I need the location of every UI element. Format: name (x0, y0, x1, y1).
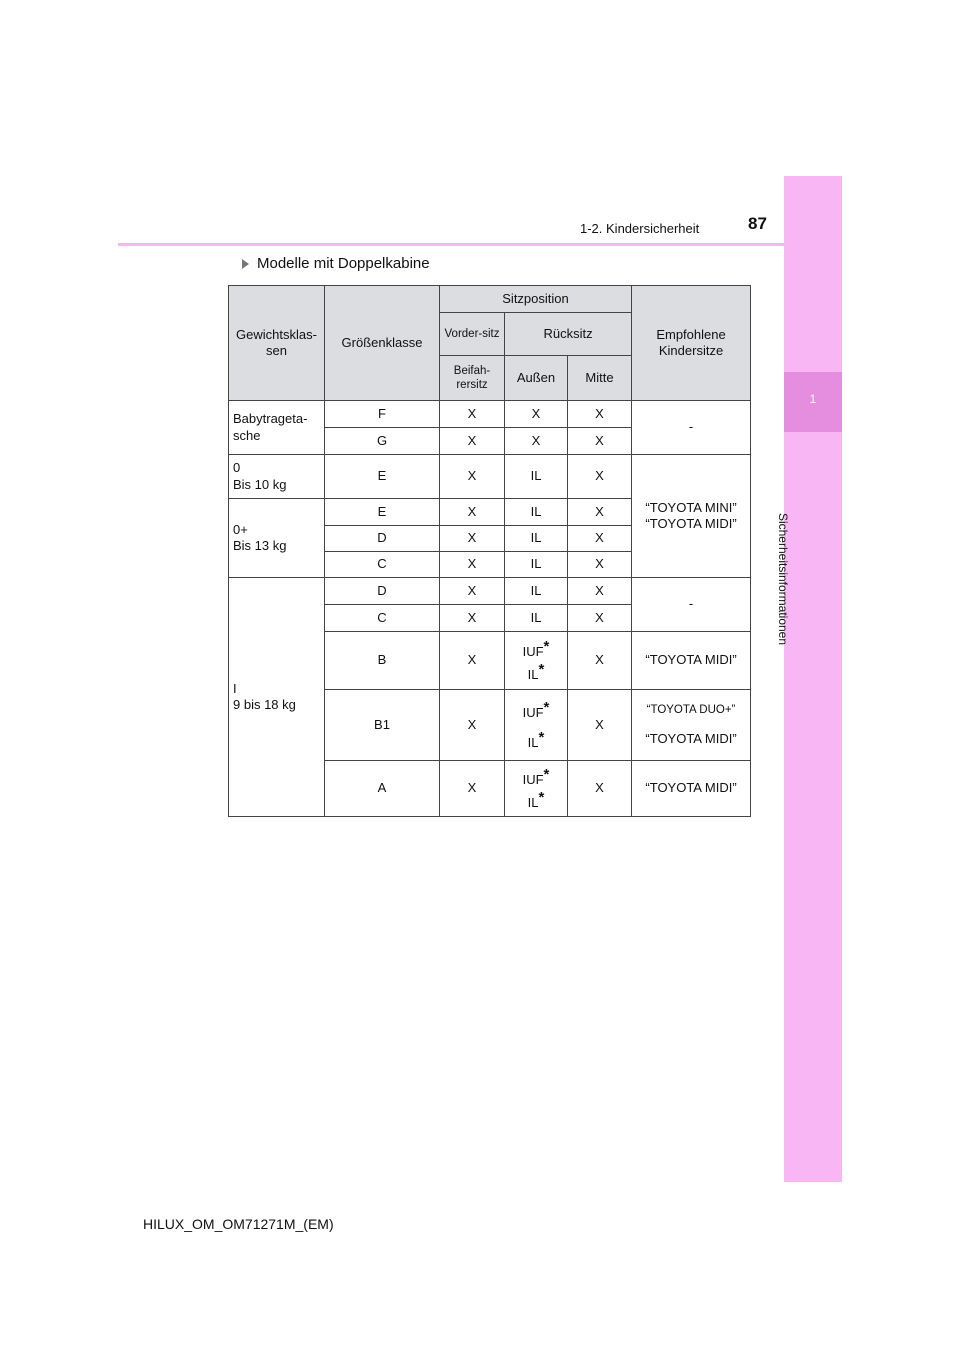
table-row (229, 455, 751, 499)
rec-mini: “TOYOTA MINI” (645, 499, 737, 515)
chapter-title: Sicherheitsinformationen (776, 512, 790, 646)
middle-cell: X (568, 761, 632, 817)
front-cell: X (440, 552, 505, 578)
header-size-class: Größenklasse (325, 286, 440, 401)
il-text: IL (527, 735, 539, 750)
recommended-dash: - (632, 401, 751, 455)
page-number: 87 (748, 214, 767, 233)
header-weight-class: Gewichtsklas-sen (229, 286, 325, 401)
front-cell: X (440, 605, 505, 632)
size-cell: A (325, 761, 440, 817)
front-cell: X (440, 526, 505, 552)
group-0-label: 0 (233, 460, 241, 476)
recommended-dash: - (632, 578, 751, 632)
outer-cell: IL (505, 552, 568, 578)
table-row (229, 578, 751, 605)
iuf-text: IUF (522, 644, 544, 660)
middle-cell: X (568, 605, 632, 632)
front-cell: X (440, 690, 505, 761)
chapter-side-tab (784, 176, 842, 1182)
recommended-duo-midi (632, 690, 751, 761)
footnote-star: * (538, 729, 545, 746)
group-I-weight: 9 bis 18 kg (233, 697, 296, 712)
iuf-text: IUF (522, 772, 544, 788)
middle-cell: X (568, 526, 632, 552)
front-cell: X (440, 455, 505, 499)
outer-cell-iuf-il (505, 761, 568, 817)
size-cell: C (325, 552, 440, 578)
group-0plus-label: 0+ (233, 521, 248, 537)
outer-cell: X (505, 428, 568, 455)
middle-cell: X (568, 499, 632, 526)
child-seat-table (228, 285, 751, 817)
header-recommended: Empfohlene Kindersitze (632, 286, 751, 401)
footnote-star: * (543, 638, 550, 656)
header-passenger: Beifah-rersitz (440, 356, 505, 401)
size-cell: G (325, 428, 440, 455)
size-cell: C (325, 605, 440, 632)
size-cell: D (325, 578, 440, 605)
outer-cell: IL (505, 455, 568, 499)
recommended-mini-midi (632, 455, 751, 578)
rec-midi: “TOYOTA MIDI” (645, 731, 737, 747)
footnote-star: * (538, 660, 545, 678)
group-I (229, 578, 325, 817)
size-cell: E (325, 455, 440, 499)
header-front-seat: Vorder-sitz (440, 313, 505, 356)
footnote-star: * (538, 788, 545, 806)
iuf-text: IUF (522, 704, 544, 720)
front-cell: X (440, 401, 505, 428)
header-seat-position: Sitzposition (440, 286, 632, 313)
outer-cell: IL (505, 499, 568, 526)
header-outer: Außen (505, 356, 568, 401)
footnote-star: * (543, 698, 550, 716)
middle-cell: X (568, 455, 632, 499)
size-cell: E (325, 499, 440, 526)
outer-cell-iuf-il (505, 690, 568, 761)
triangle-bullet-icon (242, 259, 249, 269)
middle-cell: X (568, 632, 632, 690)
group-0 (229, 455, 325, 499)
rec-midi: “TOYOTA MIDI” (645, 516, 737, 531)
front-cell: X (440, 578, 505, 605)
middle-cell: X (568, 578, 632, 605)
size-cell: B (325, 632, 440, 690)
front-cell: X (440, 428, 505, 455)
group-0plus (229, 499, 325, 578)
outer-cell-iuf-il (505, 632, 568, 690)
middle-cell: X (568, 690, 632, 761)
outer-cell: IL (505, 605, 568, 632)
footer-doc-id: HILUX_OM_OM71271M_(EM) (143, 1216, 334, 1232)
rec-duo: “TOYOTA DUO+” (646, 703, 736, 716)
group-babytrage: Babytrageta-sche (229, 401, 325, 455)
front-cell: X (440, 632, 505, 690)
middle-cell: X (568, 401, 632, 428)
size-cell: F (325, 401, 440, 428)
outer-cell: IL (505, 526, 568, 552)
outer-cell: IL (505, 578, 568, 605)
group-0-weight: Bis 10 kg (233, 476, 287, 492)
chapter-number: 1 (809, 392, 817, 406)
section-title: 1-2. Kindersicherheit (580, 221, 700, 236)
il-text: IL (527, 794, 539, 810)
header-middle: Mitte (568, 356, 632, 401)
table-row (229, 401, 751, 428)
rec-midi: “TOYOTA MIDI” (632, 761, 751, 817)
rec-midi: “TOYOTA MIDI” (632, 632, 751, 690)
middle-cell: X (568, 552, 632, 578)
size-cell: B1 (325, 690, 440, 761)
outer-cell: X (505, 401, 568, 428)
front-cell: X (440, 761, 505, 817)
model-title-text: Modelle mit Doppelkabine (257, 255, 430, 272)
il-text: IL (527, 666, 539, 682)
header-divider (118, 243, 840, 246)
group-0plus-weight: Bis 13 kg (233, 538, 287, 553)
footnote-star: * (543, 766, 550, 784)
header-rear-seat: Rücksitz (505, 313, 632, 356)
middle-cell: X (568, 428, 632, 455)
group-I-label: I (233, 680, 237, 696)
model-title (242, 255, 430, 272)
front-cell: X (440, 499, 505, 526)
size-cell: D (325, 526, 440, 552)
